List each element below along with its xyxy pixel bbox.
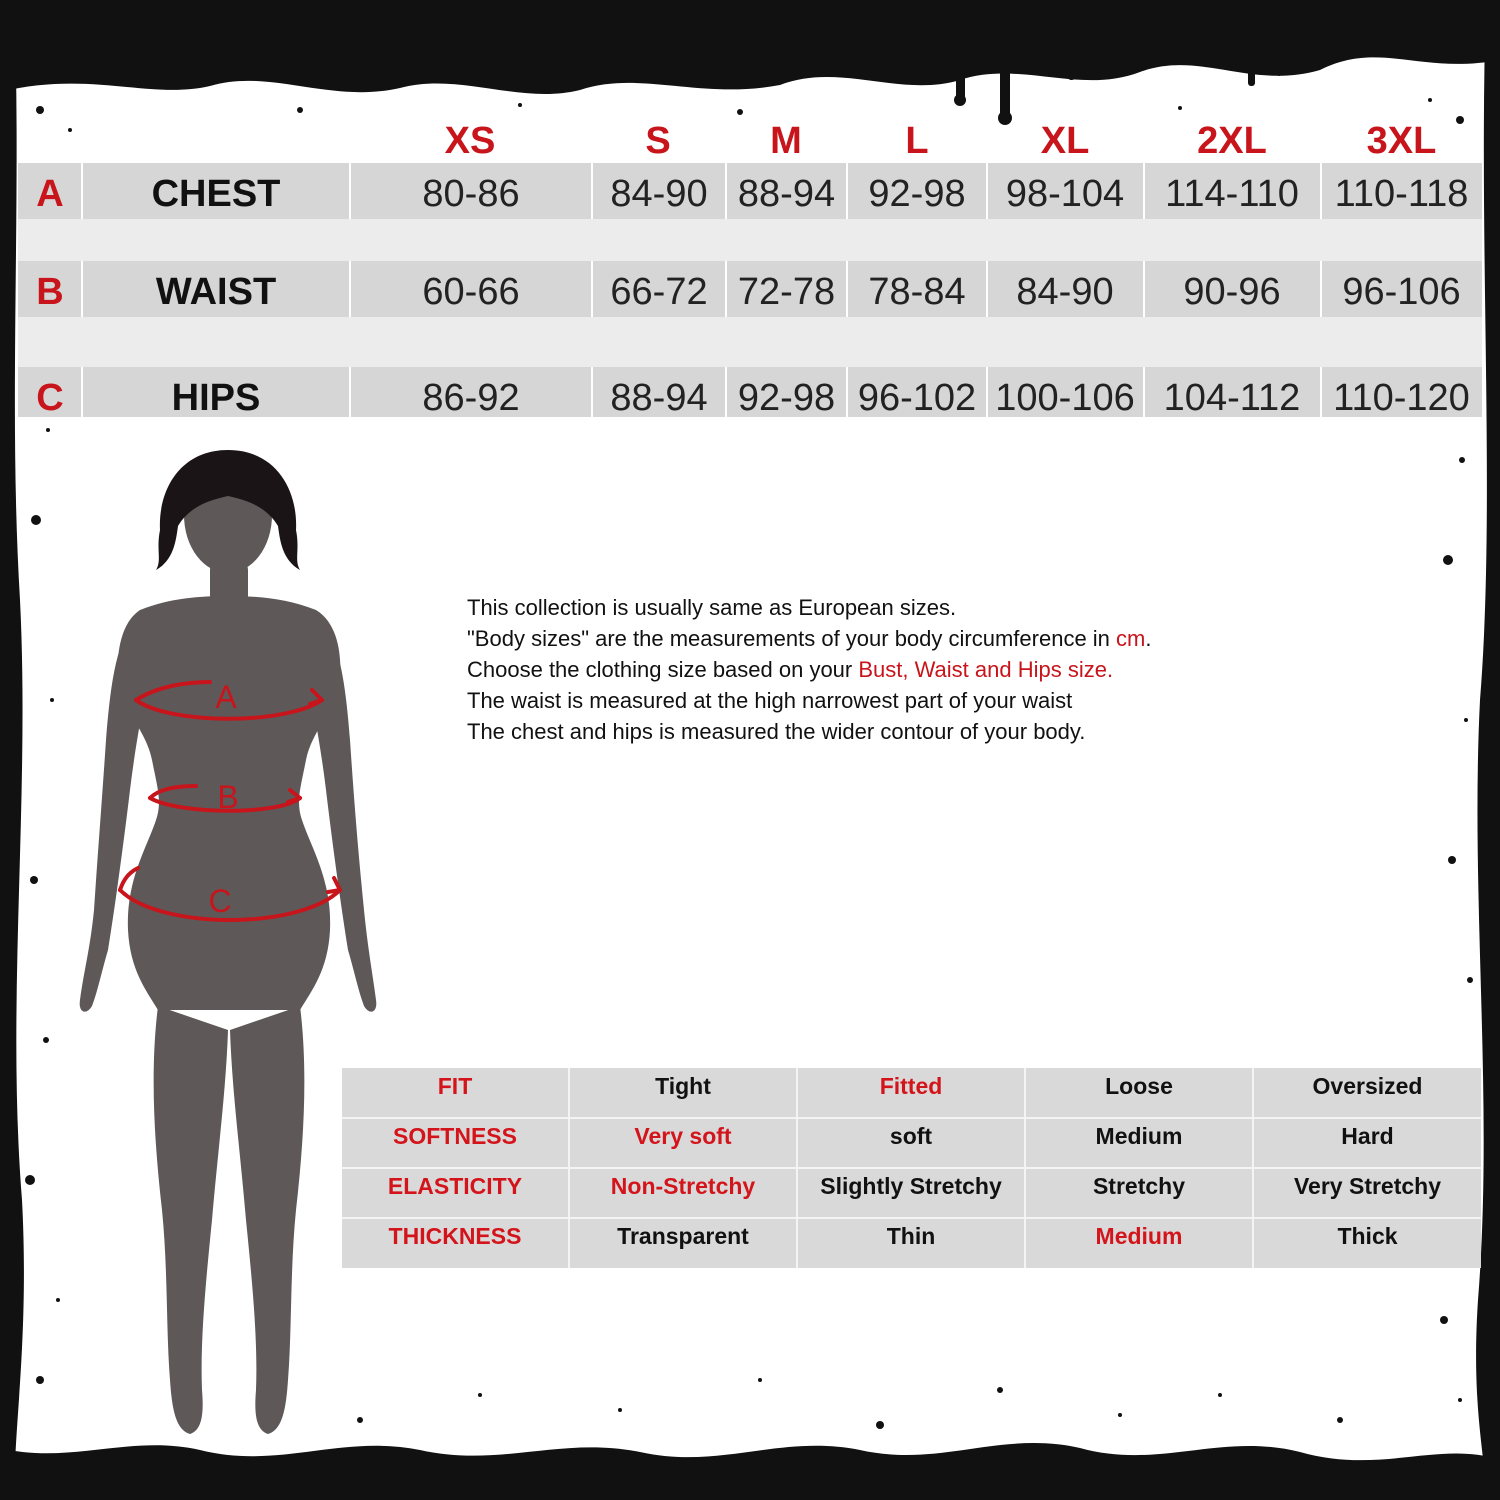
table-cell: 90-96: [1183, 271, 1281, 313]
table-cell: 88-94: [610, 377, 708, 419]
property-option: Loose: [1105, 1073, 1173, 1099]
body-silhouette: [50, 410, 410, 1450]
table-cell: 84-90: [610, 173, 708, 215]
row-label: WAIST: [155, 271, 277, 313]
size-label-xl: XL: [1040, 120, 1090, 162]
figure-label-a: A: [215, 679, 237, 715]
info-line: The waist is measured at the high narrowest part of your waist: [467, 688, 1073, 713]
table-cell: 78-84: [868, 271, 966, 313]
property-option: Medium: [1095, 1123, 1183, 1149]
property-option: Non-Stretchy: [610, 1173, 756, 1199]
table-cell: 110-120: [1333, 377, 1470, 419]
size-header: [0, 115, 1500, 163]
property-label-thickness: THICKNESS: [388, 1223, 522, 1249]
property-option: Very Stretchy: [1293, 1173, 1442, 1199]
info-line: The chest and hips is measured the wider contour of your body.: [467, 719, 1086, 744]
row-letter: B: [36, 271, 64, 313]
table-cell: 72-78: [737, 271, 836, 313]
property-option: Slightly Stretchy: [820, 1173, 1002, 1199]
property-label-fit: FIT: [437, 1073, 473, 1099]
figure-label-b: B: [217, 779, 239, 815]
property-option: Tight: [655, 1073, 711, 1099]
info-line: "Body sizes" are the measurements of your body circumference in cm.: [467, 626, 1152, 651]
table-cell: 110-118: [1334, 173, 1469, 215]
table-cell: 92-98: [737, 377, 836, 419]
size-label-2xl: 2XL: [1197, 120, 1267, 162]
property-option: Thick: [1337, 1223, 1398, 1249]
info-line: Choose the clothing size based on your Bust, Waist and Hips size.: [467, 657, 1114, 682]
property-option: Fitted: [879, 1073, 943, 1099]
row-label: HIPS: [171, 377, 261, 419]
table-cell: 98-104: [1005, 173, 1125, 215]
table-cell: 60-66: [422, 271, 520, 313]
size-label-l: L: [905, 120, 929, 162]
property-option: Very soft: [634, 1123, 732, 1149]
size-label-m: M: [770, 120, 802, 162]
table-row-chest: [18, 163, 1482, 219]
size-label-3xl: 3XL: [1366, 120, 1437, 162]
property-option: Stretchy: [1092, 1173, 1186, 1199]
table-row-waist: [18, 261, 1482, 317]
size-info-text: [467, 592, 1367, 747]
table-cell: 104-112: [1163, 377, 1301, 419]
table-cell: 80-86: [422, 173, 520, 215]
size-label-xs: XS: [444, 120, 496, 162]
property-label-softness: SOFTNESS: [393, 1123, 517, 1149]
fabric-properties-table: [342, 1068, 1481, 1268]
row-letter: C: [36, 377, 64, 419]
table-cell: 84-90: [1016, 271, 1114, 313]
table-cell: 114-110: [1165, 173, 1299, 215]
property-option: soft: [889, 1123, 933, 1149]
table-cell: 88-94: [737, 173, 836, 215]
figure-label-c: C: [208, 883, 232, 919]
property-option: Medium: [1095, 1223, 1183, 1249]
size-label-s: S: [645, 120, 671, 162]
table-cell: 86-92: [422, 377, 520, 419]
table-cell: 92-98: [868, 173, 966, 215]
property-option: Thin: [886, 1223, 936, 1249]
table-cell: 96-102: [857, 377, 977, 419]
property-option: Hard: [1341, 1123, 1394, 1149]
table-cell: 100-106: [995, 377, 1135, 419]
row-spacer: [18, 219, 1482, 261]
row-label: CHEST: [151, 173, 281, 215]
row-letter: A: [36, 173, 64, 215]
table-cell: 96-106: [1342, 271, 1461, 313]
property-option: Oversized: [1312, 1073, 1423, 1099]
table-cell: 66-72: [610, 271, 708, 313]
row-spacer: [18, 317, 1482, 367]
property-option: Transparent: [617, 1223, 749, 1249]
info-line: This collection is usually same as European sizes.: [467, 595, 957, 620]
property-label-elasticity: ELASTICITY: [387, 1173, 523, 1199]
